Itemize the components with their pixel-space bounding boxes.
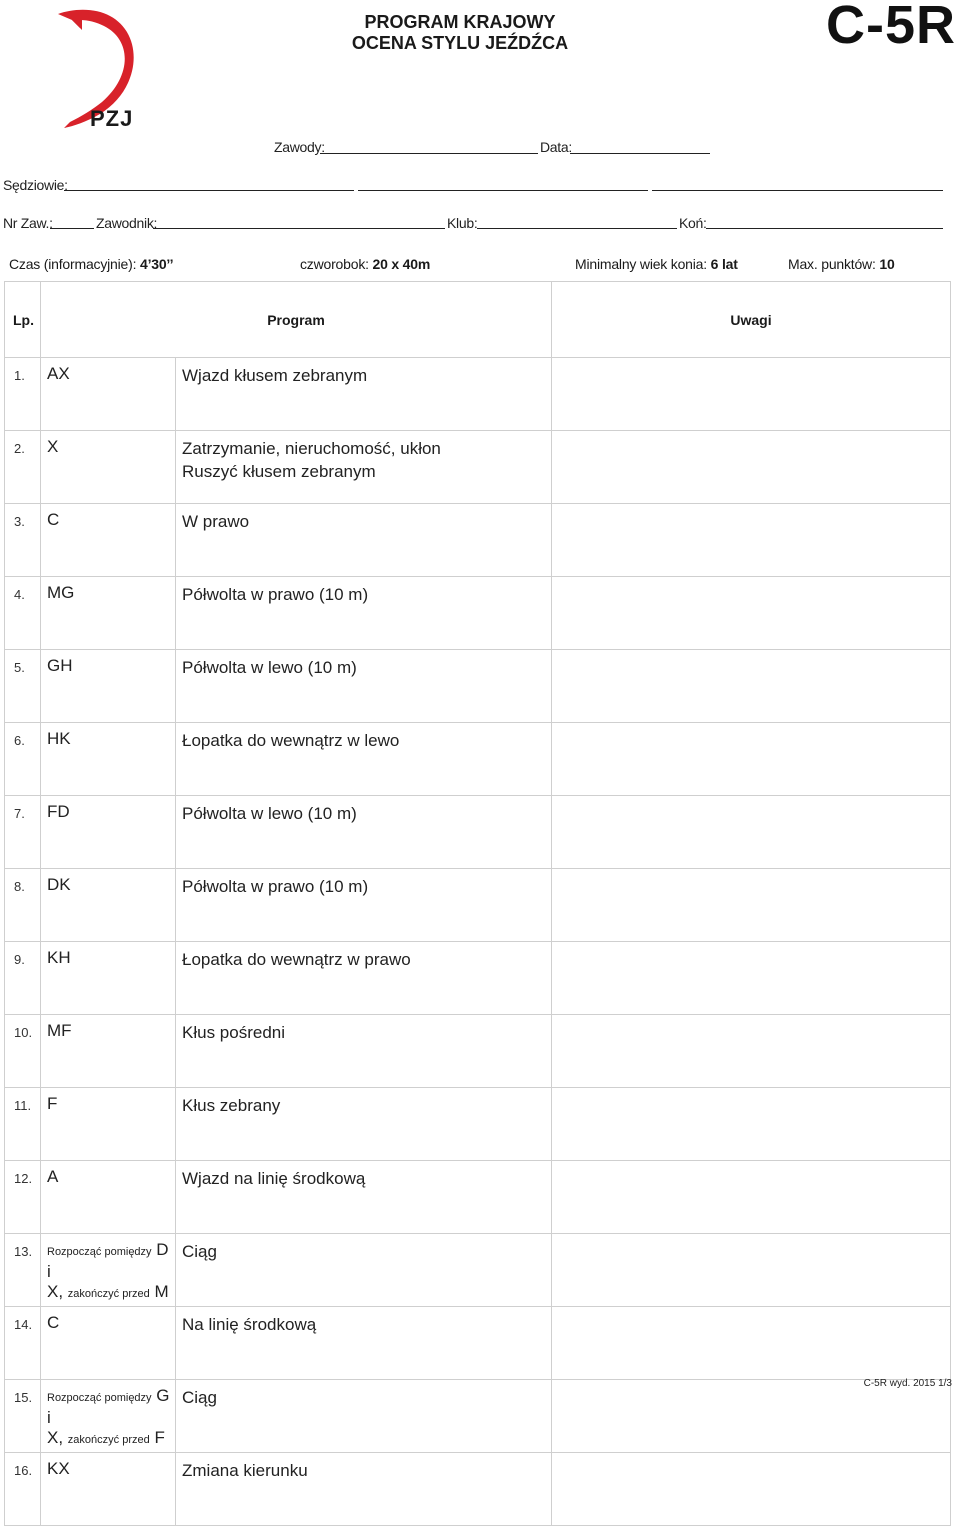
table-row: [5, 796, 951, 869]
row-movement: C: [41, 1307, 176, 1380]
row-movement: DK: [41, 869, 176, 942]
row-program: Półwolta w lewo (10 m): [176, 796, 552, 869]
header-lp: Lp.: [5, 282, 41, 358]
table-row: [5, 358, 951, 431]
table-row: [5, 504, 951, 577]
table-row: [5, 869, 951, 942]
header-program: Program: [41, 282, 552, 358]
row-number: 1.: [5, 358, 41, 431]
row-program-line-2: Ruszyć kłusem zebranym: [182, 462, 376, 481]
movement-letter-c: F: [154, 1428, 165, 1447]
age-label: Minimalny wiek konia:: [575, 256, 707, 272]
table-row: [5, 1088, 951, 1161]
judge-field-3[interactable]: [652, 190, 943, 191]
row-remarks[interactable]: [552, 796, 951, 869]
movement-letter-a: D i: [47, 1240, 169, 1281]
age-value: 6 lat: [710, 256, 738, 272]
row-program: Zmiana kierunku: [176, 1453, 552, 1526]
row-program: Wjazd na linię środkową: [176, 1161, 552, 1234]
judges-label: Sędziowie:: [3, 177, 68, 193]
row-number: 16.: [5, 1453, 41, 1526]
logo-text: PZJ: [90, 106, 134, 131]
row-number: 13.: [5, 1234, 41, 1307]
row-number: 5.: [5, 650, 41, 723]
row-number: 10.: [5, 1015, 41, 1088]
rider-label: Zawodnik:: [96, 215, 158, 231]
row-program: Półwolta w prawo (10 m): [176, 869, 552, 942]
row-number: 2.: [5, 431, 41, 504]
row-remarks[interactable]: [552, 1234, 951, 1307]
row-program: Wjazd kłusem zebranym: [176, 358, 552, 431]
judge-field-2[interactable]: [358, 190, 648, 191]
header-remarks: Uwagi: [552, 282, 951, 358]
row-movement: X: [41, 431, 176, 504]
footer-edition: C-5R wyd. 2015 1/3: [863, 1378, 952, 1389]
horse-label: Koń:: [679, 215, 707, 231]
row-movement: HK: [41, 723, 176, 796]
table-row: [5, 1234, 951, 1307]
row-movement: F: [41, 1088, 176, 1161]
competition-label: Zawody:: [274, 139, 325, 155]
row-movement: FD: [41, 796, 176, 869]
max-points-info: [788, 256, 895, 272]
date-field[interactable]: [570, 153, 710, 154]
table-row: [5, 431, 951, 504]
row-program: Na linię środkową: [176, 1307, 552, 1380]
row-remarks[interactable]: [552, 723, 951, 796]
rider-field[interactable]: [153, 228, 445, 229]
table-row: [5, 1161, 951, 1234]
row-remarks[interactable]: [552, 504, 951, 577]
row-program: Kłus pośredni: [176, 1015, 552, 1088]
row-movement: [41, 1234, 176, 1307]
program-table: [4, 281, 951, 1526]
row-number: 9.: [5, 942, 41, 1015]
table-row: [5, 1015, 951, 1088]
movement-end-text: zakończyć przed: [67, 1288, 150, 1300]
row-remarks[interactable]: [552, 431, 951, 504]
row-movement: [41, 1380, 176, 1453]
competition-field[interactable]: [320, 153, 538, 154]
club-label: Klub:: [447, 215, 478, 231]
table-row: [5, 577, 951, 650]
row-program: Półwolta w lewo (10 m): [176, 650, 552, 723]
table-header-row: [5, 282, 951, 358]
page-title: [300, 12, 620, 54]
pzj-logo: [52, 6, 148, 134]
row-movement: AX: [41, 358, 176, 431]
horse-field[interactable]: [706, 228, 943, 229]
row-number: 7.: [5, 796, 41, 869]
row-number: 4.: [5, 577, 41, 650]
time-label: Czas (informacyjnie):: [9, 256, 137, 272]
row-number: 12.: [5, 1161, 41, 1234]
row-remarks[interactable]: [552, 358, 951, 431]
time-value: 4’30’’: [139, 256, 174, 272]
number-label: Nr Zaw.:: [3, 215, 53, 231]
row-program: Półwolta w prawo (10 m): [176, 577, 552, 650]
row-remarks[interactable]: [552, 1380, 951, 1453]
movement-end-text: zakończyć przed: [67, 1434, 150, 1446]
row-movement: KX: [41, 1453, 176, 1526]
row-remarks[interactable]: [552, 650, 951, 723]
row-program: Ciąg: [176, 1380, 552, 1453]
table-row: [5, 942, 951, 1015]
arena-info: [300, 256, 430, 272]
row-program: Ciąg: [176, 1234, 552, 1307]
row-remarks[interactable]: [552, 577, 951, 650]
row-movement: KH: [41, 942, 176, 1015]
row-number: 6.: [5, 723, 41, 796]
movement-start-text: Rozpocząć pomiędzy: [47, 1246, 152, 1258]
arena-label: czworobok:: [300, 256, 369, 272]
movement-letter-c: M: [154, 1282, 169, 1301]
row-remarks[interactable]: [552, 942, 951, 1015]
row-remarks[interactable]: [552, 1161, 951, 1234]
movement-letter-a: G i: [47, 1386, 170, 1427]
row-number: 3.: [5, 504, 41, 577]
row-movement: A: [41, 1161, 176, 1234]
movement-start-text: Rozpocząć pomiędzy: [47, 1392, 152, 1404]
row-movement: MG: [41, 577, 176, 650]
row-program: [176, 431, 552, 504]
row-movement: C: [41, 504, 176, 577]
title-line-2: OCENA STYLU JEŹDŹCA: [351, 33, 569, 53]
row-number: 11.: [5, 1088, 41, 1161]
row-program-line-1: Zatrzymanie, nieruchomość, ukłon: [182, 439, 441, 458]
number-field[interactable]: [50, 228, 94, 229]
movement-letter-b: X,: [47, 1428, 64, 1447]
table-row: [5, 723, 951, 796]
row-remarks[interactable]: [552, 1307, 951, 1380]
row-program: Łopatka do wewnątrz w prawo: [176, 942, 552, 1015]
row-number: 14.: [5, 1307, 41, 1380]
arena-value: 20 x 40m: [372, 256, 431, 272]
table-row: [5, 1380, 951, 1453]
table-row: [5, 1307, 951, 1380]
max-points-value: 10: [879, 256, 895, 272]
judge-field-1[interactable]: [64, 190, 354, 191]
row-remarks[interactable]: [552, 1015, 951, 1088]
row-remarks[interactable]: [552, 1088, 951, 1161]
movement-letter-b: X,: [47, 1282, 64, 1301]
row-movement: GH: [41, 650, 176, 723]
age-info: [575, 256, 738, 272]
table-row: [5, 1453, 951, 1526]
row-remarks[interactable]: [552, 869, 951, 942]
row-program: Kłus zebrany: [176, 1088, 552, 1161]
row-number: 15.: [5, 1380, 41, 1453]
row-program: Łopatka do wewnątrz w lewo: [176, 723, 552, 796]
max-points-label: Max. punktów:: [788, 256, 876, 272]
table-row: [5, 650, 951, 723]
date-label: Data:: [540, 139, 572, 155]
row-remarks[interactable]: [552, 1453, 951, 1526]
row-number: 8.: [5, 869, 41, 942]
time-info: [9, 256, 173, 272]
title-line-1: PROGRAM KRAJOWY: [364, 12, 556, 32]
club-field[interactable]: [477, 228, 677, 229]
row-movement: MF: [41, 1015, 176, 1088]
form-code: C-5R: [825, 0, 956, 55]
row-program: W prawo: [176, 504, 552, 577]
